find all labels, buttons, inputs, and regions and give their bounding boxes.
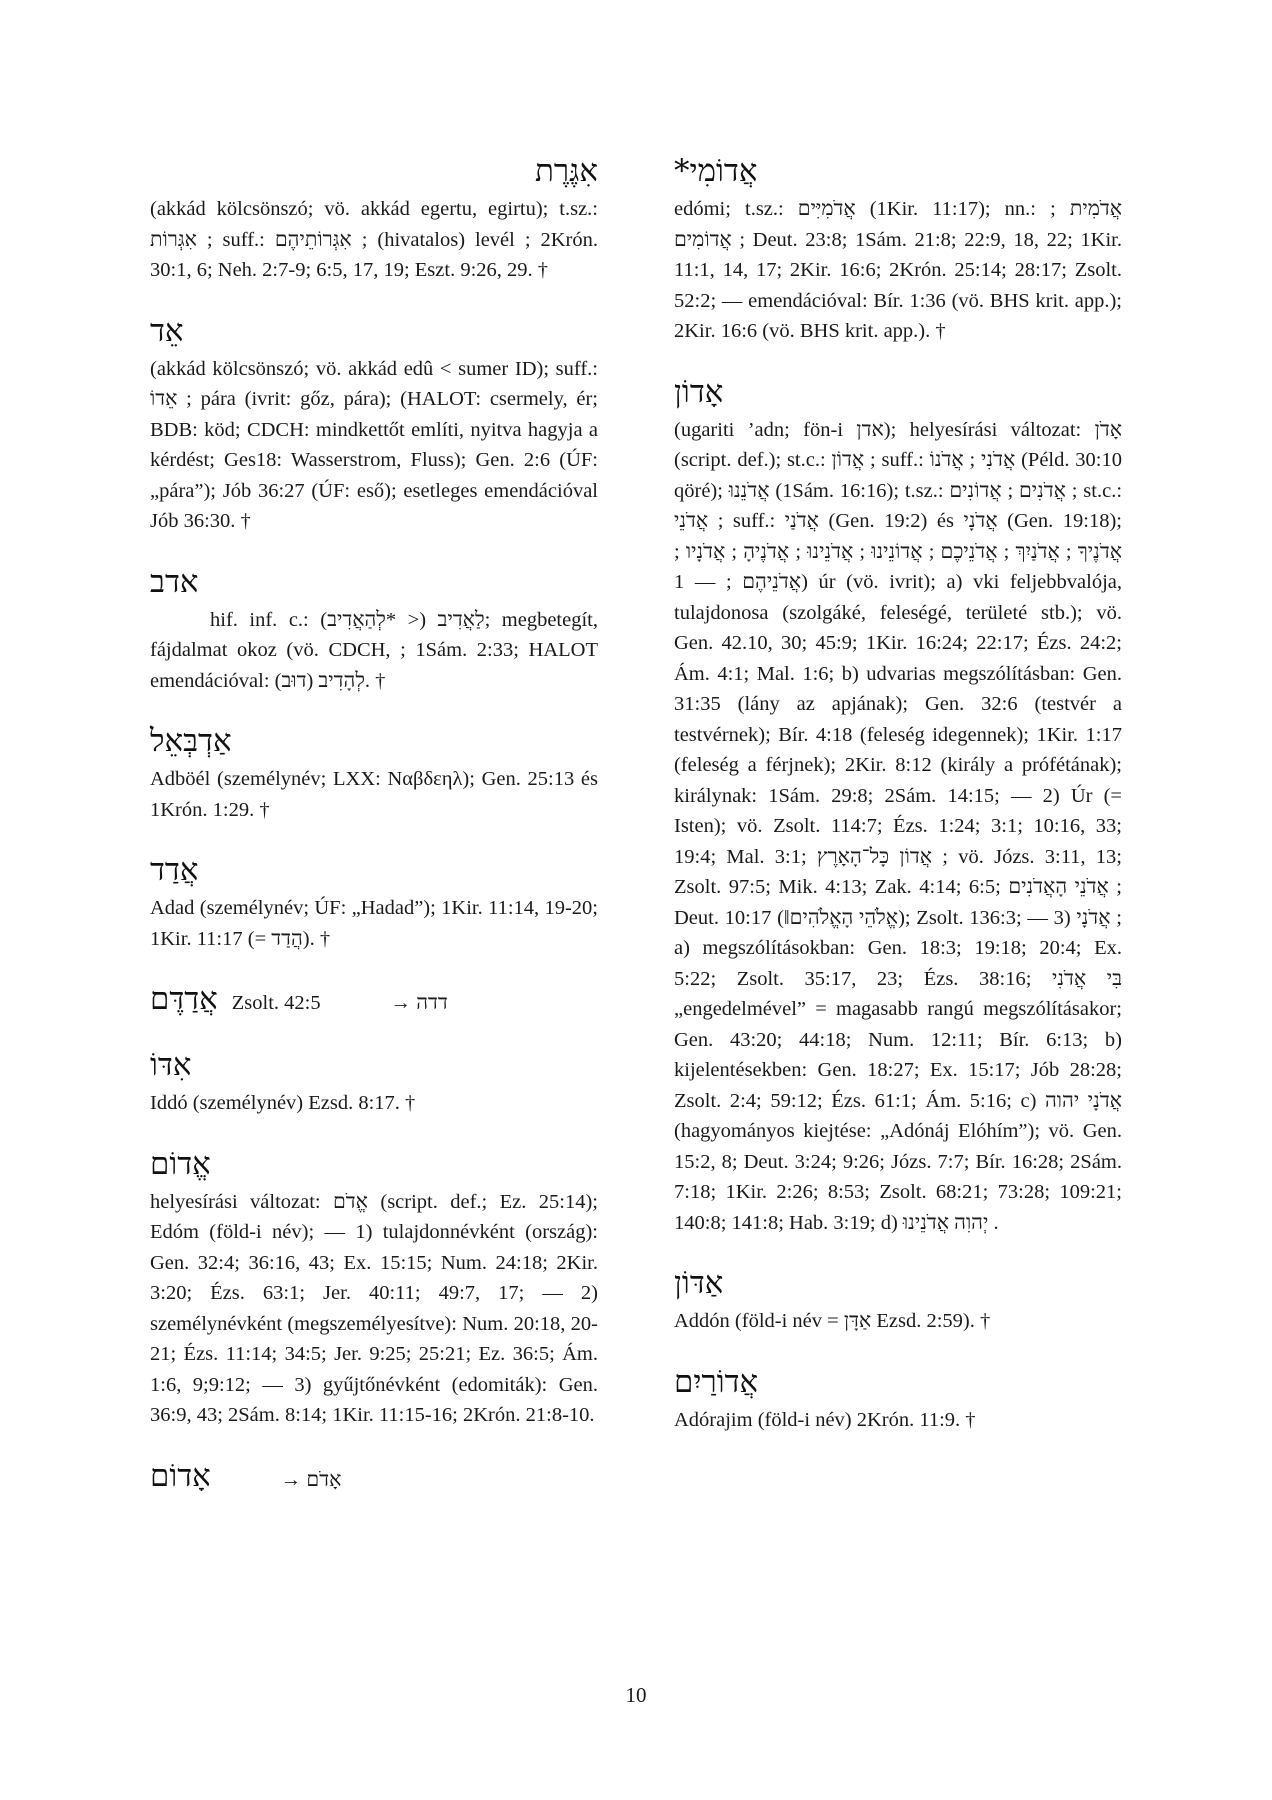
entry-headword: אֵד	[150, 312, 184, 349]
entry-headword: אִגֶּרֶת	[535, 153, 598, 189]
entry-text: (akkád kölcsönszó; vö. akkád edû < sumer ID); suff.: אֵדוֹ ; pára (ivrit: gőz, pára); (HALOT: csermely, ér; BDB: köd; CDCH: mindkettőt említi, nyitva hagyja a kérdést; Ges18: Wasserstrom, Fluss); Gen. 2:6 (ÚF: „pára”); Jób 36:27 (ÚF: eső); esetleges emendációval Jób 36:30. †	[150, 357, 598, 532]
entry-text: helyesírási változat: אֱדֹם (script. def.; Ez. 25:14); Edóm (föld-i név); — 1) tulajdonnévként (ország): Gen. 32:4; 36:16, 43; Ex. 15:15; Num. 24:18; 2Kir. 3:20; Ézs. 63:1; Jer. 40:11; 49:7, 17; — 2) személynévként (megszemélyesítve): Num. 20:18, 20-21; Ézs. 11:14; 34:5; Jer. 9:25; 25:21; Ez. 36:5; Ám. 1:6, 9;9:12; — 3) gyűjtőnévként (edomiták): Gen. 36:9, 43; 2Sám. 8:14; 1Kir. 11:15-16; 2Krón. 21:8-10.	[150, 1190, 598, 1426]
entry-text: Adórajim (föld-i név) 2Krón. 11:9. †	[674, 1408, 976, 1431]
entry-headword: אָדוֹן	[674, 373, 724, 410]
entry-headword: *אֲדוֹמִי	[674, 153, 758, 189]
entry-headword: אדב	[150, 563, 199, 600]
cross-ref-target: → דדה	[390, 992, 448, 1014]
entry-headword: אֱדוֹם	[150, 1145, 211, 1182]
dictionary-entry	[150, 720, 598, 825]
page-number: 10	[625, 1683, 647, 1707]
cross-reference	[150, 978, 598, 1020]
left-column	[150, 150, 598, 1521]
entry-text: Iddó (személynév) Ezsd. 8:17. †	[150, 1092, 416, 1114]
dictionary-entry	[150, 1143, 598, 1431]
right-column	[674, 150, 1122, 1459]
entry-text: hif. inf. c.: לַאֲדִיב (< *לְהַאֲדִיב); megbetegít, fájdalmat okoz (vö. CDCH, ; 1Sám. 2:33; HALOT emendációval: לְהָדִיב (דוּב). †	[150, 608, 598, 692]
entry-headword: אַדּוֹן	[674, 1265, 724, 1301]
dictionary-entry	[674, 1262, 1122, 1337]
entry-text: Adad (személynév; ÚF: „Hadad”); 1Kir. 11:14, 19-20; 1Kir. 11:17 (= הֲדַד). †	[150, 897, 598, 950]
entry-text: (akkád kölcsönszó; vö. akkád egertu, egirtu); t.sz.: אִגְּרוֹת ; suff.: אִגְּרוֹתֵיהֶם ; (hivatalos) levél ; 2Krón. 30:1, 6; Neh. 2:7-9; 6:5, 17, 19; Eszt. 9:26, 29. †	[150, 198, 599, 281]
entry-headword: אֲדוֹרַיִם	[674, 1363, 759, 1400]
cross-ref-target: → אָדֹם	[280, 1468, 342, 1491]
cross-ref-headword: אָדוֹם	[150, 1457, 211, 1494]
entry-headword: אִדּוֹ	[150, 1047, 192, 1083]
dictionary-entry	[150, 561, 598, 697]
cross-reference	[150, 1455, 598, 1497]
entry-text: (ugariti ’adn; fön-i אדן); helyesírási változat: אָדֹן (script. def.); st.c.: אֲדוֹן ; suff.: אֲדֹנִי ; אֲדֹנוֹ (Péld. 30:10 qöré); אֲדֹנֵנוּ (1Sám. 16:16); t.sz.: אֲדֹנִים ; אֲדוֹנִים ; st.c.: אֲדֹנֵי ; suff.: אֲדֹנַי (Gen. 19:2) és אֲדֹנָי (Gen. 19:18); אֲדֹנֶיךָ ; אֲדֹנַיִךְ ; אֲדֹנֵיכֶם ; אֲדוֹנֵינוּ ; אֲדֹנֵינוּ ; אֲדֹנֶיהָ ; אֲדֹנָיו ; אֲדֹנֵיהֶם ; — 1) úr (vö. ivrit); a) vki feljebbvalója, tulajdonosa (szolgáké, feleségé, területé stb.); vö. Gen. 42.10, 30; 45:9; 1Kir. 16:24; 22:17; Ézs. 24:2; Ám. 4:1; Mal. 1:6; b) udvarias megszólításban: Gen. 31:35 (lány az apjának); Gen. 32:6 (testvér a testvérnek); Bír. 4:18 (feleség idegennek); 1Kir. 1:17 (feleség a férjnek); 2Kir. 8:12 (király a prófétának); királynak: 1Sám. 29:8; 2Sám. 14:15; — 2) Úr (= Isten); vö. Zsolt. 114:7; Ézs. 1:24; 3:1; 10:16, 33; 19:4; Mal. 3:1; אֲדוֹן כָּל־הָאָרֶץ ; vö. Józs. 3:11, 13; Zsolt. 97:5; Mik. 4:13; Zak. 4:14; 6:5; אֲדֹנֵי הָאֲדֹנִים ; Deut. 10:17 (‖אֱלֹהֵי הָאֱלֹהִים); Zsolt. 136:3; — 3) אֲדֹנָי ; a) megszólításokban: Gen. 18:3; 19:18; 20:4; Ex. 5:22; Zsolt. 35:17, 23; Ézs. 38:16; בִּי אֲדֹנִי „engedelmével” = magasabb rangú megszólításakor; Gen. 43:20; 44:18; Num. 12:11; Bír. 6:13; b) kijelentésekben: Gen. 18:27; Ex. 15:17; Jób 28:28; Zsolt. 2:4; 59:12; Ézs. 61:1; Ám. 5:16; c) אֲדֹנָי יהוה (hagyományos kiejtése: „Adónáj Elóhím”); vö. Gen. 15:2, 8; Deut. 3:24; 9:26; Józs. 7:7; Bír. 16:28; 2Sám. 7:18; 1Kir. 2:26; 8:53; Zsolt. 68:21; 73:28; 109:21; 140:8; 141:8; Hab. 3:19; d) יְהוִה אֲדֹנֵינוּ .	[674, 418, 1123, 1234]
entry-headword: אֲדַד	[150, 852, 199, 888]
cross-ref-location: Zsolt. 42:5	[231, 992, 321, 1014]
dictionary-entry	[150, 1044, 598, 1119]
dictionary-entry	[150, 310, 598, 537]
entry-text: Adböél (személynév; LXX: Ναβδεηλ); Gen. 25:13 és 1Krón. 1:29. †	[150, 768, 598, 821]
dictionary-entry	[674, 1361, 1122, 1436]
dictionary-entry	[150, 150, 598, 286]
entry-headword: אַדְבְּאֵל	[150, 723, 232, 759]
entry-text: edómi; t.sz.: אֲדֹמִיִּים (1Kir. 11:17); nn.: אֲדֹמִית ; אֲדוֹמִים ; Deut. 23:8; 1Sám. 21:8; 22:9, 18, 22; 1Kir. 11:1, 14, 17; 2Kir. 16:6; 2Krón. 25:14; 28:17; Zsolt. 52:2; — emendációval: Bír. 1:36 (vö. BHS krit. app.); 2Kir. 16:6 (vö. BHS krit. app.). †	[674, 198, 1123, 342]
cross-ref-headword: אֲדַדֶּם	[150, 981, 218, 1017]
dictionary-entry	[150, 849, 598, 954]
entry-text: Addón (föld-i név = אַדָּן Ezsd. 2:59). †	[674, 1310, 991, 1332]
dictionary-entry	[674, 371, 1122, 1239]
dictionary-entry	[674, 150, 1122, 347]
